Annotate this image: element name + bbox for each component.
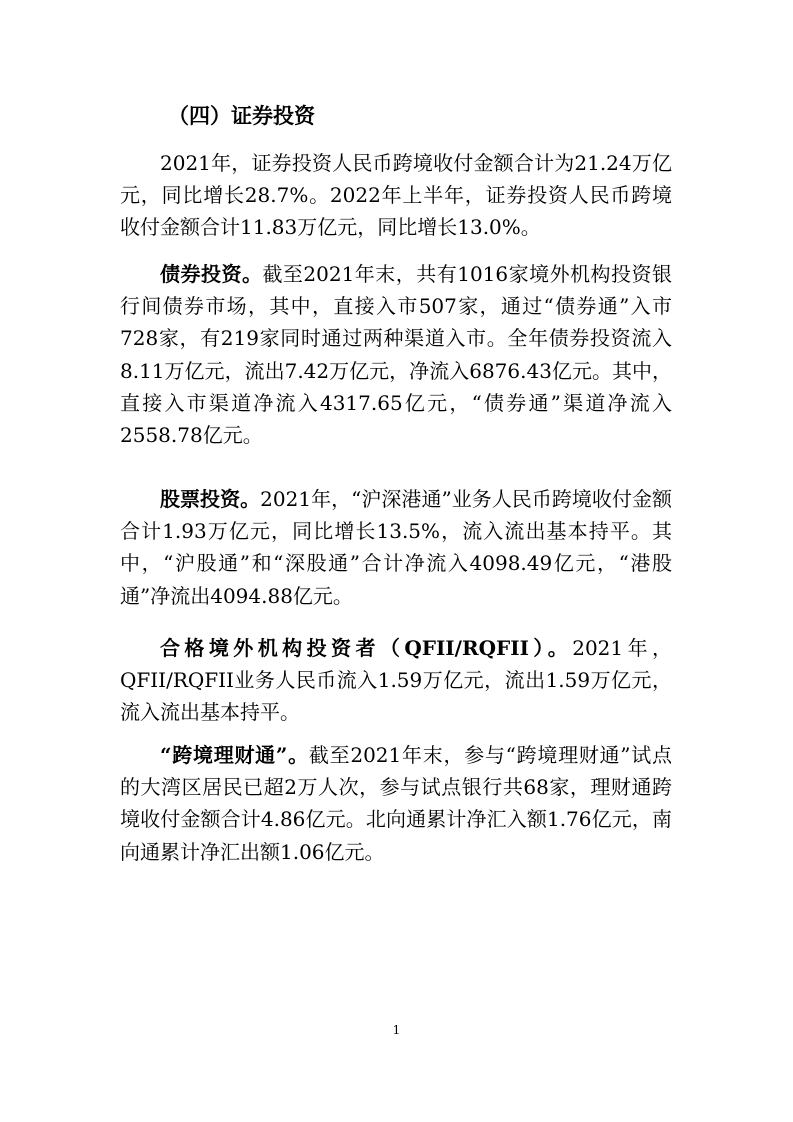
page-number: 1 <box>392 1023 401 1037</box>
stock-investment-lead: 股票投资。 <box>160 487 261 511</box>
section-heading: （四）证券投资 <box>168 103 315 128</box>
wealth-connect-text: 截至2021年末，参与“跨境理财通”试点的大湾区居民已超2万人次，参与试点银行共68家，理财通跨境收付金额合计4.86亿元。北向通累计净汇入额1.76亿元，南向通累计净汇出额1.06亿元。 <box>120 743 672 864</box>
paragraph-bond-investment <box>120 258 672 451</box>
bond-investment-text: 截至2021年末，共有1016家境外机构投资银行间债券市场，其中，直接入市507家，通过“债券通”入市728家，有219家同时通过两种渠道入市。全年债券投资流入8.11万亿元，流出7.42万亿元，净流入6876.43亿元。其中，直接入市渠道净流入4317.65亿元，“债券通”渠道净流入2558.78亿元。 <box>120 262 673 448</box>
paragraph-intro <box>120 147 672 244</box>
paragraph-stock-investment <box>120 483 672 612</box>
paragraph-qfii <box>120 632 672 729</box>
qfii-lead: 合格境外机构投资者（QFII/RQFII）。 <box>160 636 573 660</box>
stock-investment-text: 2021年，“沪深港通”业务人民币跨境收付金额合计1.93万亿元，同比增长13.5%，流入流出基本持平。其中，“沪股通”和“深股通”合计净流入4098.49亿元，“港股通”净流出4094.88亿元。 <box>120 487 672 608</box>
paragraph-wealth-connect <box>120 739 672 868</box>
bond-investment-lead: 债券投资。 <box>160 262 263 286</box>
paragraph-intro-text: 2021年，证券投资人民币跨境收付金额合计为21.24万亿元，同比增长28.7%。2022年上半年，证券投资人民币跨境收付金额合计11.83万亿元，同比增长13.0%。 <box>120 151 672 240</box>
qfii-text: 2021年，QFII/RQFII业务人民币流入1.59万亿元，流出1.59万亿元，流入流出基本持平。 <box>120 636 672 725</box>
wealth-connect-lead: “跨境理财通”。 <box>160 743 309 767</box>
